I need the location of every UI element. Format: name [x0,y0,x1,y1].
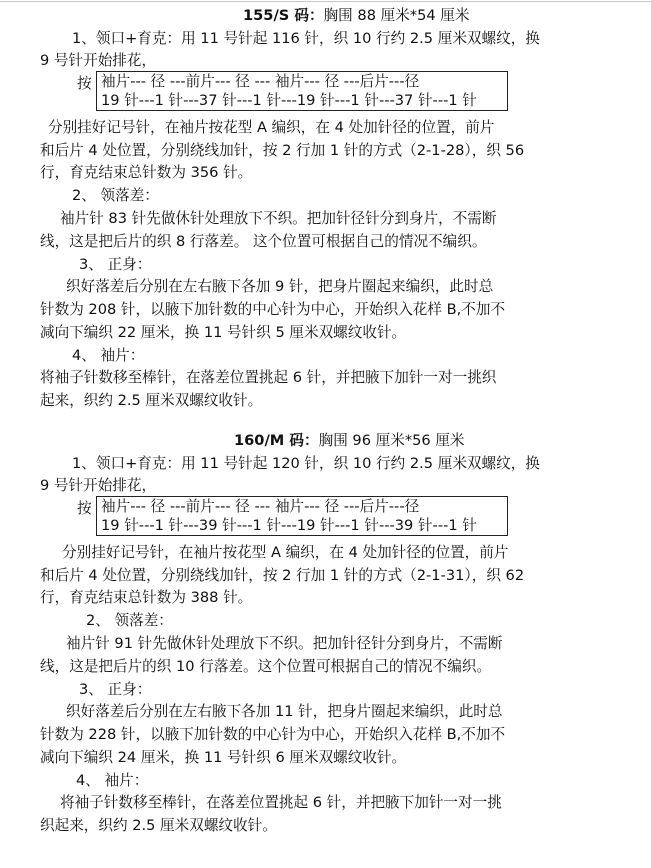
size-s-para1-line1: 分别挂好记号针，在袖片按花型 A 编织，在 4 处加针径的位置，前片 [48,119,495,136]
size-m-step3-line3: 减向下编织 24 厘米，换 11 号针织 6 厘米双螺纹收针。 [40,749,407,766]
size-s-step4-line2: 起来，织约 2.5 厘米双螺纹收针。 [40,392,263,409]
size-m-step2-heading: 2、 领落差： [86,612,173,629]
size-s-title-bold: 155/S 码： [243,7,324,24]
size-s-step2-heading: 2、 领落差： [72,187,159,204]
size-m-step2-line2: 线，这是把后片的织 10 行落差。这个位置可根据自己的情况不编织。 [40,658,492,675]
size-m-title-bold: 160/M 码： [234,432,319,449]
size-m-grid-row1: 袖片--- 径 ---前片--- 径 --- 袖片--- 径 ---后片---径 [101,498,420,515]
size-s-step2-line2: 线，这是把后片的织 8 行落差。 这个位置可根据自己的情况不编织。 [40,233,487,250]
size-m-step1-line2: 9 号针开始排花， [40,477,157,494]
top-divider [0,1,651,2]
size-m-press-label: 按 [77,500,92,517]
size-s-step3-heading: 3、 正身： [79,256,152,273]
size-m-stitch-grid [96,496,508,536]
size-m-step2-line1: 袖片针 91 针先做休针处理放下不织。把加针径针分到身片，不需断 [66,635,503,652]
size-m-step4-heading: 4、 袖片： [76,772,149,789]
size-s-step2-line1: 袖片针 83 针先做休针处理放下不织。把加针径针分到身片，不需断 [60,210,497,227]
size-m-step3-line1: 织好落差后分别在左右腋下各加 11 针，把身片圈起来编织，此时总 [66,703,503,720]
size-s-step3-line2: 针数为 208 针，以腋下加针数的中心针为中心，开始织入花样 B,不加不 [40,301,506,318]
size-s-para1-line2: 和后片 4 处位置，分别绕线加针，按 2 行加 1 针的方式（2-1-28），织 56 [40,142,525,159]
size-s-grid-row2: 19 针---1 针---37 针---1 针---19 针---1 针---37 针---1 针 [101,92,477,109]
size-m-para1-line2: 和后片 4 处位置，分别绕线加针，按 2 行加 1 针的方式（2-1-31），织 62 [40,567,525,584]
size-m-step4-line2: 织起来，织约 2.5 厘米双螺纹收针。 [40,817,277,834]
size-s-step3-line3: 减向下编织 22 厘米，换 11 号针织 5 厘米双螺纹收针。 [40,324,407,341]
size-s-step3-line1: 织好落差后分别在左右腋下各加 9 针，把身片圈起来编织，此时总 [66,278,494,295]
size-s-press-label: 按 [77,75,92,92]
size-m-para1-line3: 行，育克结束总针数为 388 针。 [40,589,253,606]
size-m-para1-line1: 分别挂好记号针，在袖片按花型 A 编织，在 4 处加针径的位置，前片 [62,544,509,561]
size-s-step1-line1: 1、领口+育克：用 11 号针起 116 针，织 10 行约 2.5 厘米双螺纹，换 [72,30,540,47]
size-m-step1-line1: 1、领口+育克：用 11 号针起 120 针，织 10 行约 2.5 厘米双螺纹，换 [72,455,540,472]
size-m-step3-heading: 3、 正身： [79,681,152,698]
size-s-title [243,7,470,25]
size-s-stitch-grid [96,71,508,111]
size-s-para1-line3: 行，育克结束总针数为 356 针。 [40,164,253,181]
size-m-step4-line1: 将袖子针数移至棒针，在落差位置挑起 6 针，并把腋下加针一对一挑 [60,794,502,811]
size-m-step3-line2: 针数为 228 针，以腋下加针数的中心针为中心，开始织入花样 B,不加不 [40,726,506,743]
size-m-grid-row2: 19 针---1 针---39 针---1 针---19 针---1 针---39 针---1 针 [101,517,477,534]
size-s-title-rest: 胸围 88 厘米*54 厘米 [323,7,470,24]
size-m-title-rest: 胸围 96 厘米*56 厘米 [318,432,465,449]
size-s-step4-line1: 将袖子针数移至棒针，在落差位置挑起 6 针，并把腋下加针一对一挑织 [40,369,497,386]
size-s-step1-line2: 9 号针开始排花， [40,52,157,69]
size-s-grid-row1: 袖片--- 径 ---前片--- 径 --- 袖片--- 径 ---后片---径 [101,73,420,90]
size-m-title [234,432,465,450]
size-s-step4-heading: 4、 袖片： [72,347,145,364]
